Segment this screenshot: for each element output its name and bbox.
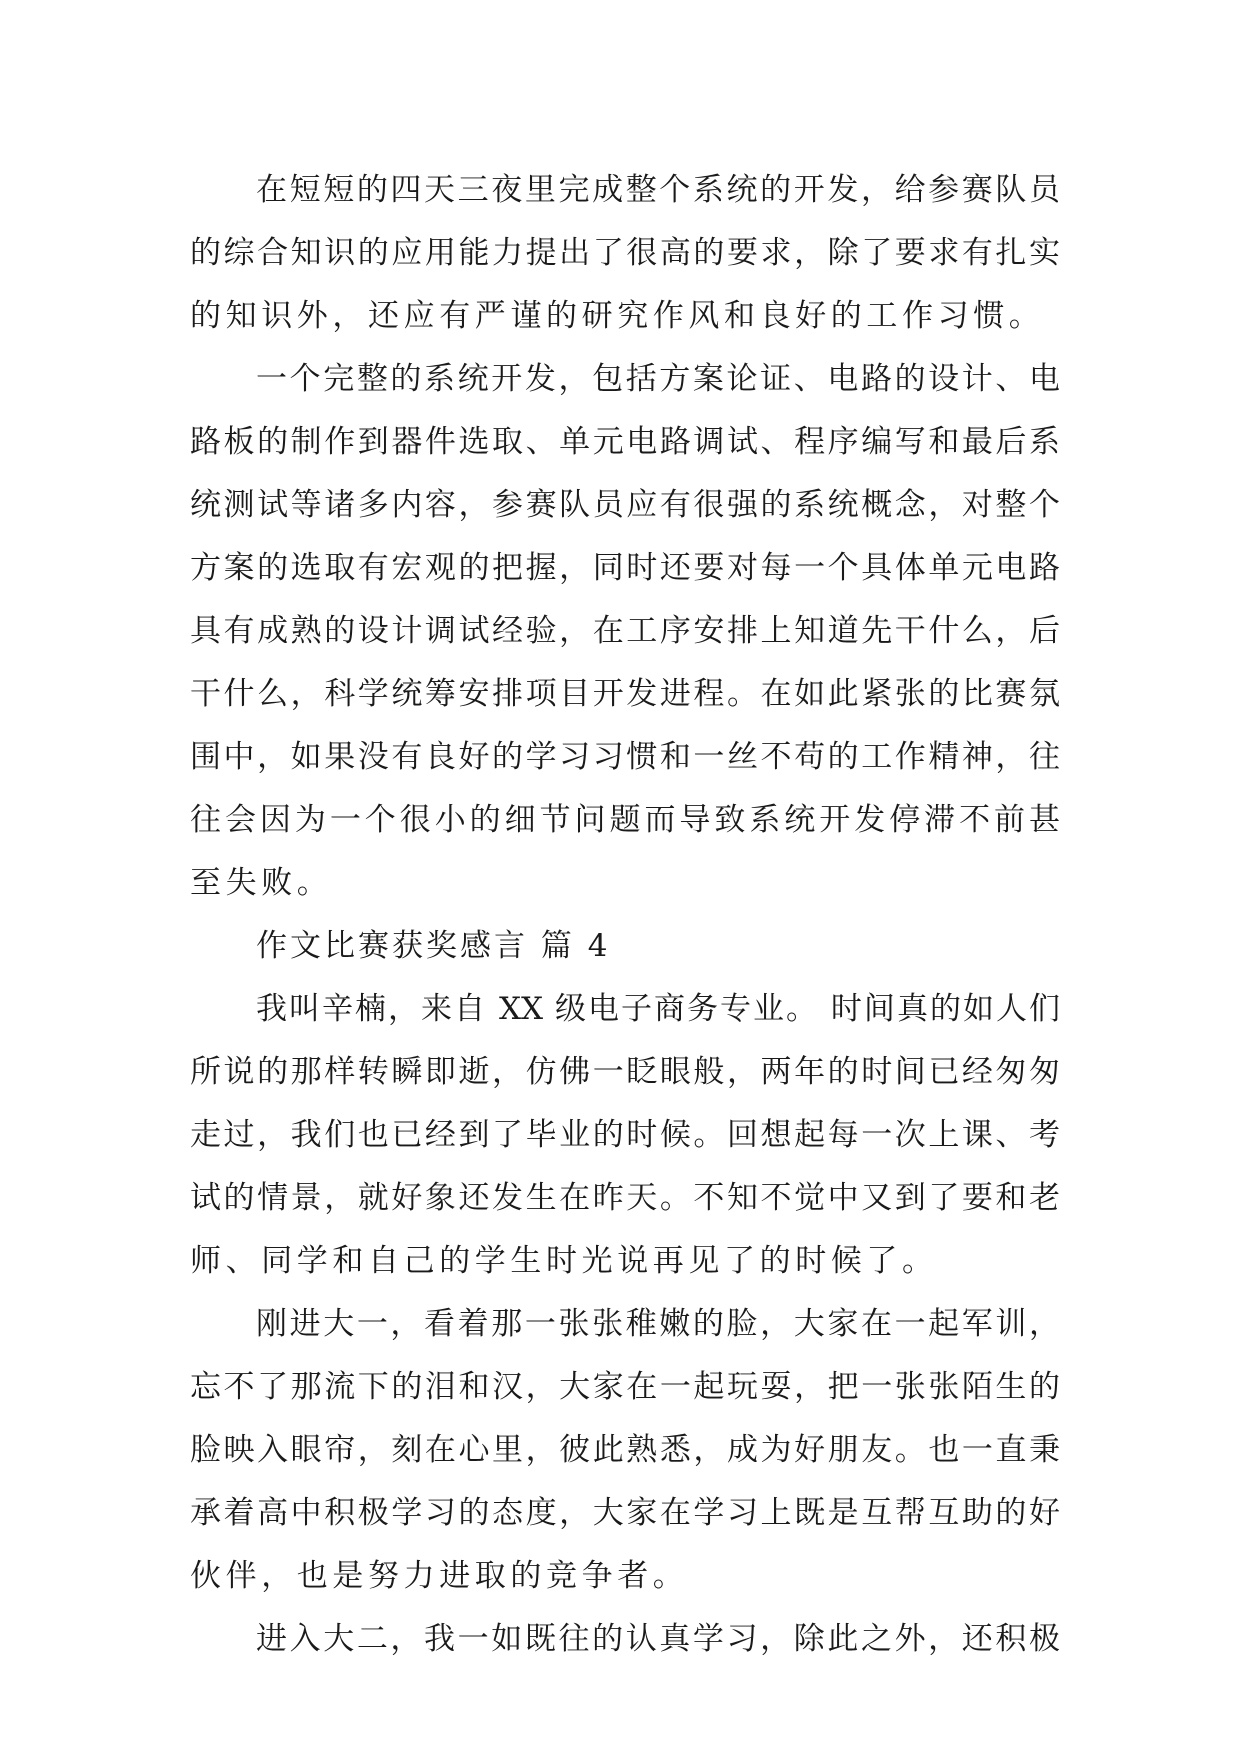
- paragraph-2-line-7: 围中，如果没有良好的学习习惯和一丝不苟的工作精神，往: [190, 739, 1060, 775]
- paragraph-2-line-5: 具有成熟的设计调试经验，在工序安排上知道先干什么，后: [190, 613, 1060, 649]
- paragraph-3-line-3: 走过，我们也已经到了毕业的时候。回想起每一次上课、考: [190, 1117, 1060, 1153]
- paragraph-1-line-2: 的综合知识的应用能力提出了很高的要求，除了要求有扎实: [190, 235, 1060, 271]
- paragraph-4-line-4: 承着高中积极学习的态度，大家在学习上既是互帮互助的好: [190, 1495, 1060, 1531]
- paragraph-2-line-8: 往会因为一个很小的细节问题而导致系统开发停滞不前甚: [190, 802, 1060, 838]
- section-heading: 作文比赛获奖感言 篇 4: [256, 928, 611, 964]
- paragraph-3-line-1: 我叫辛楠，来自 XX 级电子商务专业。 时间真的如人们: [256, 991, 1060, 1027]
- paragraph-2-line-3: 统测试等诸多内容，参赛队员应有很强的系统概念，对整个: [190, 487, 1060, 523]
- paragraph-3-line-5: 师、同学和自己的学生时光说再见了的时候了。: [190, 1243, 938, 1279]
- paragraph-4-line-1: 刚进大一，看着那一张张稚嫩的脸，大家在一起军训，: [256, 1306, 1060, 1342]
- paragraph-2-line-2: 路板的制作到器件选取、单元电路调试、程序编写和最后系: [190, 424, 1060, 460]
- paragraph-4-line-5: 伙伴，也是努力进取的竞争者。: [190, 1558, 689, 1594]
- paragraph-2-line-4: 方案的选取有宏观的把握，同时还要对每一个具体单元电路: [190, 550, 1060, 586]
- paragraph-2-line-1: 一个完整的系统开发，包括方案论证、电路的设计、电: [256, 361, 1060, 397]
- paragraph-2-line-9: 至失败。: [190, 865, 333, 901]
- paragraph-1-line-1: 在短短的四天三夜里完成整个系统的开发，给参赛队员: [256, 172, 1060, 208]
- paragraph-4-line-3: 脸映入眼帘，刻在心里，彼此熟悉，成为好朋友。也一直秉: [190, 1432, 1060, 1468]
- paragraph-3-line-2: 所说的那样转瞬即逝，仿佛一眨眼般，两年的时间已经匆匆: [190, 1054, 1060, 1090]
- paragraph-2-line-6: 干什么，科学统筹安排项目开发进程。在如此紧张的比赛氛: [190, 676, 1060, 712]
- paragraph-1-line-3: 的知识外，还应有严谨的研究作风和良好的工作习惯。: [190, 298, 1045, 334]
- paragraph-4-line-2: 忘不了那流下的泪和汉，大家在一起玩耍，把一张张陌生的: [190, 1369, 1060, 1405]
- paragraph-3-line-4: 试的情景，就好象还发生在昨天。不知不觉中又到了要和老: [190, 1180, 1060, 1216]
- paragraph-5-line-1: 进入大二，我一如既往的认真学习，除此之外，还积极: [256, 1621, 1060, 1657]
- text-column: [190, 159, 1060, 1671]
